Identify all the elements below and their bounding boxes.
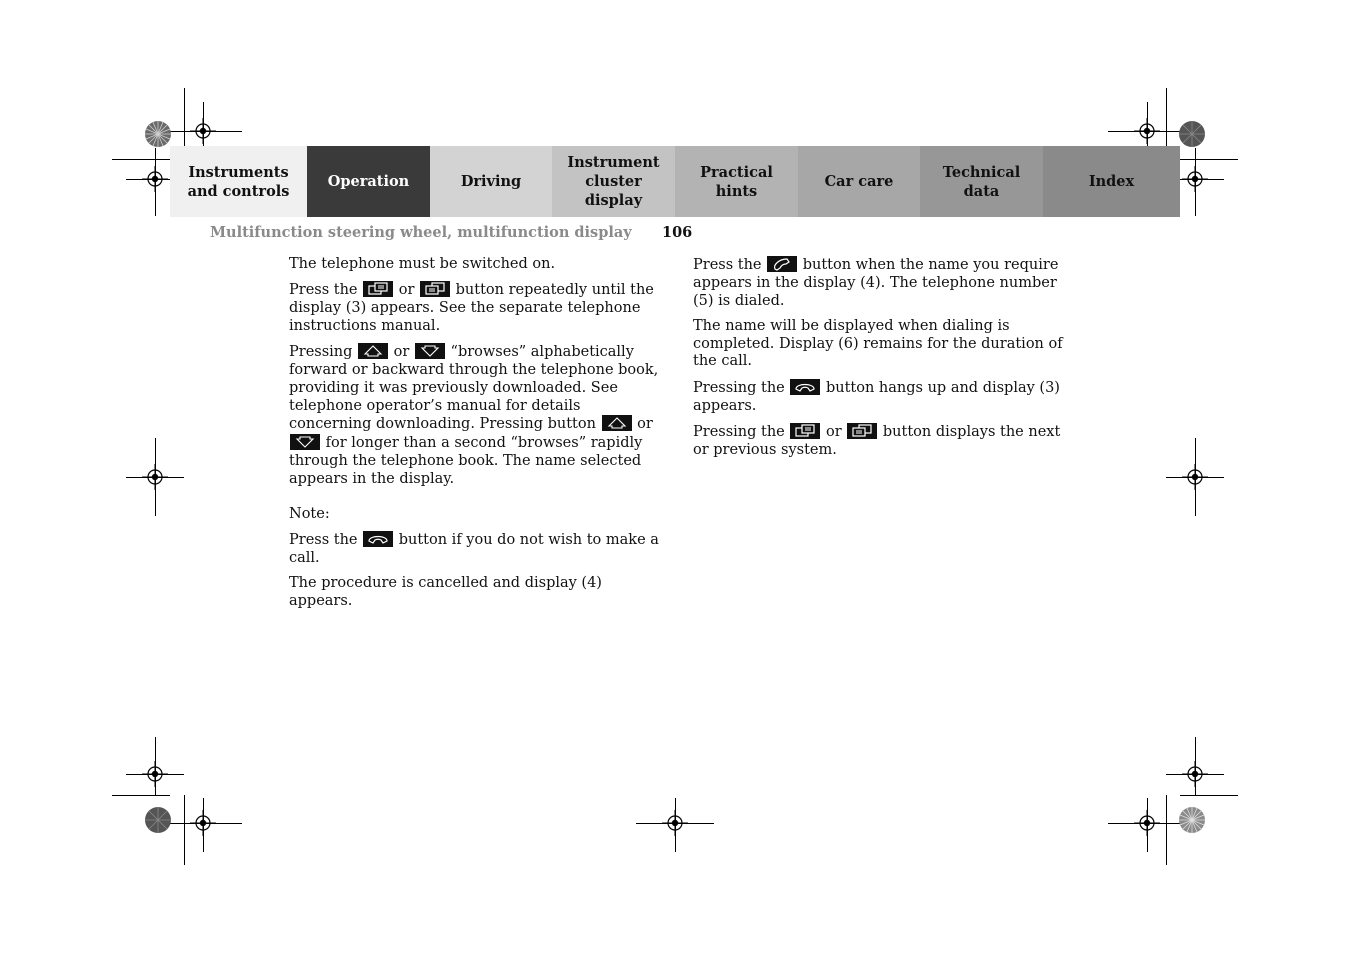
phone-hangup-icon [363, 531, 393, 547]
left-column [289, 256, 661, 618]
registration-target-icon [190, 810, 216, 836]
registration-target-icon [142, 464, 168, 490]
color-rosette-icon [144, 120, 172, 148]
paragraph [693, 379, 1065, 416]
section-title: Multifunction steering wheel, multifunction display [210, 224, 632, 241]
paragraph-text: or [821, 423, 847, 440]
crop-line [1180, 159, 1238, 160]
paragraph-text: Press the [693, 257, 767, 273]
paragraph-text: button displays the next or previous system. [693, 423, 1061, 458]
registration-target-icon [142, 166, 168, 192]
paragraph-text: The procedure is cancelled and display (4) appears. [289, 574, 602, 609]
color-rosette-icon [1178, 120, 1206, 148]
paragraph-text: or [394, 282, 420, 299]
phone-hangup-icon [790, 379, 820, 395]
note-label [289, 506, 661, 524]
crop-line [1180, 795, 1238, 796]
paragraph [693, 423, 1065, 460]
crop-line [184, 795, 185, 865]
tab-instrument-cluster-display[interactable]: Instrument cluster display [552, 146, 675, 217]
system-next-icon [790, 423, 820, 439]
tab-car-care[interactable]: Car care [798, 146, 920, 217]
arrow-down-icon [415, 343, 445, 359]
paragraph-text: button when the name you require appears in the display (4). The telephone number (5) is dialed. [693, 257, 1059, 309]
crop-line [1166, 795, 1167, 865]
paragraph-text: for longer than a second “browses” rapidly through the telephone book. The name selected appears in the display. [289, 435, 643, 487]
arrow-down-icon [290, 434, 320, 450]
paragraph [289, 256, 661, 274]
crop-line [112, 795, 170, 796]
registration-target-icon [1182, 761, 1208, 787]
paragraph [693, 318, 1065, 371]
paragraph [693, 256, 1065, 310]
tab-driving[interactable]: Driving [430, 146, 552, 217]
tab-technical-data[interactable]: Technical data [920, 146, 1043, 217]
color-rosette-icon [144, 806, 172, 834]
paragraph-text: The telephone must be switched on. [289, 256, 556, 272]
paragraph-text: The name will be displayed when dialing is completed. Display (6) remains for the duration of the call. [693, 317, 1063, 370]
right-column [693, 256, 1065, 467]
registration-target-icon [190, 118, 216, 144]
paragraph-text: Press the [289, 531, 363, 548]
paragraph-text: Note: [289, 505, 330, 522]
registration-target-icon [1134, 810, 1160, 836]
paragraph-text: Pressing [289, 344, 358, 361]
paragraph-text: or [632, 416, 653, 433]
tab-practical-hints[interactable]: Practical hints [675, 146, 798, 217]
paragraph-text: button repeatedly until the display (3) appears. See the separate telephone instructions manual. [289, 282, 654, 334]
paragraph-text: button if you do not wish to make a call. [289, 531, 659, 566]
tab-operation[interactable]: Operation [307, 146, 430, 217]
tab-index[interactable]: Index [1043, 146, 1180, 217]
paragraph-text: Press the [289, 282, 363, 299]
arrow-up-icon [358, 343, 388, 359]
tab-instruments-and-controls[interactable]: Instruments and controls [170, 146, 307, 217]
system-next-icon [363, 281, 393, 297]
system-prev-icon [420, 281, 450, 297]
paragraph-text: “browses” alphabetically forward or backward through the telephone book, providing it was previously downloaded. See telephone operator’s manual for details concerning downloading. Pressing button [289, 344, 659, 433]
paragraph [289, 281, 661, 335]
paragraph-text: Pressing the [693, 379, 790, 396]
paragraph-text: or [389, 344, 414, 361]
paragraph-text: Pressing the [693, 423, 790, 440]
registration-target-icon [142, 761, 168, 787]
color-rosette-icon [1178, 806, 1206, 834]
arrow-up-icon [602, 415, 632, 431]
section-tabs [170, 146, 1180, 217]
registration-target-icon [1182, 464, 1208, 490]
paragraph [289, 343, 661, 488]
paragraph-text: button hangs up and display (3) appears. [693, 379, 1060, 414]
registration-target-icon [662, 810, 688, 836]
phone-pickup-icon [767, 256, 797, 272]
registration-target-icon [1182, 166, 1208, 192]
paragraph [289, 531, 661, 568]
system-prev-icon [847, 423, 877, 439]
paragraph [289, 575, 661, 611]
crop-line [112, 159, 170, 160]
registration-target-icon [1134, 118, 1160, 144]
page-number: 106 [662, 224, 693, 241]
